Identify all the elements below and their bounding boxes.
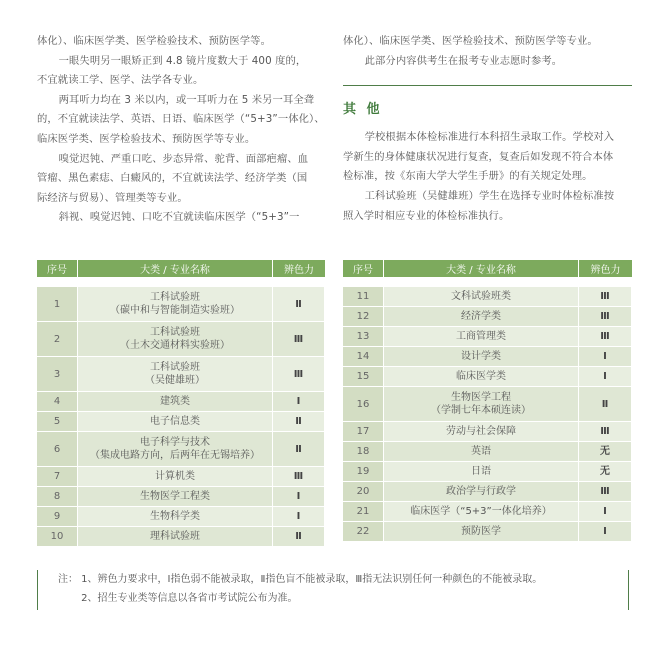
- text-line: 不宜就读工学、医学、法学各专业。: [37, 74, 204, 87]
- row-number: 19: [343, 462, 384, 482]
- major-name: [78, 357, 273, 392]
- major-name-text: 文科试验班类: [451, 291, 511, 302]
- color-vision-level: Ⅱ: [579, 387, 632, 422]
- major-name: [384, 307, 579, 327]
- note-line: 2、招生专业类等信息以各省市考试院公布为准。: [58, 593, 298, 604]
- text-line: 学校根据本体检标准进行本科招生录取工作。学校对入: [364, 131, 615, 144]
- color-vision-level: Ⅱ: [273, 527, 325, 547]
- major-name-sub: （吴健雄班）: [145, 375, 205, 386]
- major-name: [384, 287, 579, 307]
- major-name-text: 理科试验班: [150, 531, 200, 542]
- right-paragraph-bottom: [343, 128, 635, 226]
- major-name: [78, 487, 273, 507]
- note-line: 注： 1、辨色力要求中，Ⅰ指色弱不能被录取，Ⅱ指色盲不能被录取，Ⅲ指无法识别任何一种颜色的不能被录取。: [58, 574, 543, 585]
- color-vision-level: Ⅲ: [579, 327, 632, 347]
- major-name-text: 经济学类: [461, 311, 501, 322]
- major-name: [384, 367, 579, 387]
- major-name: [384, 327, 579, 347]
- table-row: [37, 322, 325, 357]
- color-vision-level: Ⅲ: [579, 482, 632, 502]
- spacer-cell: [37, 277, 325, 287]
- row-number: 20: [343, 482, 384, 502]
- color-vision-level: Ⅲ: [273, 357, 325, 392]
- major-name: [384, 522, 579, 542]
- table-row: [343, 502, 632, 522]
- table-row: [343, 422, 632, 442]
- text-line: 管瘤、黑色素痣、白癜风的，不宜就读法学、经济学类（国: [37, 172, 308, 185]
- table-row: [37, 507, 325, 527]
- table-header-row: [343, 260, 632, 277]
- major-name-text: 生物科学类: [150, 511, 200, 522]
- row-number: 2: [37, 322, 78, 357]
- major-name-text: 工商管理类: [456, 331, 506, 342]
- text-line: 的，不宜就读法学、英语、日语、临床医学（“5+3”一体化）、: [37, 113, 325, 126]
- major-name-sub: （土木交通材料实验班）: [120, 340, 230, 351]
- table-row: [37, 287, 325, 322]
- row-number: 12: [343, 307, 384, 327]
- column-header: 大类 / 专业名称: [78, 260, 273, 277]
- color-vision-level: Ⅰ: [273, 507, 325, 527]
- row-number: 10: [37, 527, 78, 547]
- color-vision-level: Ⅲ: [579, 307, 632, 327]
- row-number: 4: [37, 392, 78, 412]
- table-row: [343, 482, 632, 502]
- color-vision-level: Ⅰ: [579, 502, 632, 522]
- color-vision-level: 无: [579, 462, 632, 482]
- text-line: 两耳听力均在 3 米以内，或一耳听力在 5 米另一耳全聋: [58, 93, 315, 106]
- table-row: [37, 467, 325, 487]
- table-spacer: [37, 277, 325, 287]
- major-name-sub: （学制七年本硕连读）: [431, 405, 531, 416]
- color-vision-table-left: [37, 260, 325, 547]
- major-name-text: 生物医学工程类: [140, 491, 210, 502]
- color-vision-table-right: [343, 260, 632, 542]
- major-name-sub: （集成电路方向，后两年在无锡培养）: [90, 450, 260, 461]
- text-line: 学新生的身体健康状况进行复查，复查后如发现不符合本体: [343, 150, 614, 163]
- major-name-text: 生物医学工程: [451, 392, 511, 403]
- row-number: 22: [343, 522, 384, 542]
- table-row: [37, 527, 325, 547]
- row-number: 8: [37, 487, 78, 507]
- major-name: [78, 432, 273, 467]
- text-line: 照入学时相应专业的体检标准执行。: [343, 209, 510, 222]
- major-name: [384, 422, 579, 442]
- table-row: [343, 367, 632, 387]
- table-row: [343, 462, 632, 482]
- major-name: [384, 442, 579, 462]
- major-name-text: 电子科学与技术: [140, 437, 210, 448]
- major-name: [78, 507, 273, 527]
- major-name-text: 政治学与行政学: [446, 486, 516, 497]
- major-name: [78, 467, 273, 487]
- major-name-text: 预防医学: [461, 526, 501, 537]
- row-number: 21: [343, 502, 384, 522]
- major-name-text: 英语: [471, 446, 491, 457]
- text-line: 一眼失明另一眼矫正到 4.8 镜片度数大于 400 度的，: [58, 54, 307, 67]
- color-vision-level: Ⅱ: [273, 287, 325, 322]
- table-row: [37, 487, 325, 507]
- row-number: 9: [37, 507, 78, 527]
- color-vision-level: Ⅱ: [273, 432, 325, 467]
- table-row: [37, 392, 325, 412]
- major-name: [384, 502, 579, 522]
- major-name-text: 建筑类: [160, 396, 190, 407]
- table-row: [343, 442, 632, 462]
- major-name-text: 日语: [471, 466, 491, 477]
- row-number: 14: [343, 347, 384, 367]
- section-title: 其 他: [343, 102, 383, 118]
- text-line: 际经济与贸易）、管理类等专业。: [37, 191, 188, 204]
- right-paragraph-top: [343, 32, 635, 71]
- color-vision-level: Ⅰ: [273, 392, 325, 412]
- spacer-cell: [343, 277, 632, 287]
- table-row: [343, 522, 632, 542]
- table-row: [343, 287, 632, 307]
- color-vision-level: Ⅲ: [273, 322, 325, 357]
- table-row: [343, 307, 632, 327]
- color-vision-level: Ⅲ: [273, 467, 325, 487]
- row-number: 1: [37, 287, 78, 322]
- color-vision-level: Ⅱ: [273, 412, 325, 432]
- major-name-sub: （碳中和与智能制造实验班）: [110, 305, 240, 316]
- row-number: 5: [37, 412, 78, 432]
- text-line: 斜视、嗅觉迟钝、口吃不宜就读临床医学（“5+3”一: [58, 211, 300, 224]
- color-vision-level: Ⅰ: [579, 347, 632, 367]
- column-header: 序号: [37, 260, 78, 277]
- text-line: 体化）、临床医学类、医学检验技术、预防医学等。: [37, 35, 271, 47]
- major-name: [384, 347, 579, 367]
- color-vision-level: Ⅰ: [579, 367, 632, 387]
- column-header: 序号: [343, 260, 384, 277]
- major-name-text: 设计学类: [461, 351, 501, 362]
- row-number: 7: [37, 467, 78, 487]
- column-header: 辨色力: [579, 260, 632, 277]
- row-number: 16: [343, 387, 384, 422]
- color-vision-level: Ⅰ: [273, 487, 325, 507]
- major-name-text: 临床医学（“5+3”一体化培养）: [410, 506, 552, 517]
- row-number: 17: [343, 422, 384, 442]
- text-line: 体化）、临床医学类、医学检验技术、预防医学等专业。: [343, 35, 598, 47]
- row-number: 18: [343, 442, 384, 462]
- table-row: [37, 412, 325, 432]
- major-name-text: 电子信息类: [150, 416, 200, 427]
- major-name-text: 工科试验班: [150, 362, 200, 373]
- major-name: [78, 287, 273, 322]
- text-line: 检标准，按《东南大学大学生手册》的有关规定处理。: [343, 170, 593, 183]
- text-line: 临床医学类、医学检验技术、预防医学等专业。: [37, 132, 256, 145]
- color-vision-level: 无: [579, 442, 632, 462]
- right-column-text: [343, 32, 635, 226]
- footnote: [37, 570, 629, 610]
- major-name: [78, 322, 273, 357]
- major-name-text: 临床医学类: [456, 371, 506, 382]
- column-header: 辨色力: [273, 260, 325, 277]
- text-line: 工科试验班（吴健雄班）学生在选择专业时体检标准按: [364, 189, 615, 202]
- color-vision-level: Ⅰ: [579, 522, 632, 542]
- major-name-text: 计算机类: [155, 471, 195, 482]
- row-number: 3: [37, 357, 78, 392]
- major-name-text: 工科试验班: [150, 292, 200, 303]
- table-spacer: [343, 277, 632, 287]
- major-name: [78, 412, 273, 432]
- row-number: 13: [343, 327, 384, 347]
- text-line: 嗅觉迟钝、严重口吃、步态异常、驼背、面部疤瘤、血: [58, 152, 309, 165]
- major-name-text: 工科试验班: [150, 327, 200, 338]
- table-row: [343, 327, 632, 347]
- color-vision-level: Ⅲ: [579, 287, 632, 307]
- table-row: [37, 432, 325, 467]
- text-line: 此部分内容供考生在报考专业志愿时参考。: [364, 54, 563, 67]
- left-column-text: [37, 32, 332, 228]
- major-name: [384, 387, 579, 422]
- major-name: [78, 392, 273, 412]
- table-row: [343, 347, 632, 367]
- row-number: 15: [343, 367, 384, 387]
- major-name: [384, 482, 579, 502]
- color-vision-level: Ⅲ: [579, 422, 632, 442]
- major-name: [78, 527, 273, 547]
- major-name-text: 劳动与社会保障: [446, 426, 516, 437]
- row-number: 6: [37, 432, 78, 467]
- major-name: [384, 462, 579, 482]
- column-header: 大类 / 专业名称: [384, 260, 579, 277]
- table-row: [343, 387, 632, 422]
- section-divider: [343, 85, 632, 86]
- row-number: 11: [343, 287, 384, 307]
- table-row: [37, 357, 325, 392]
- table-header-row: [37, 260, 325, 277]
